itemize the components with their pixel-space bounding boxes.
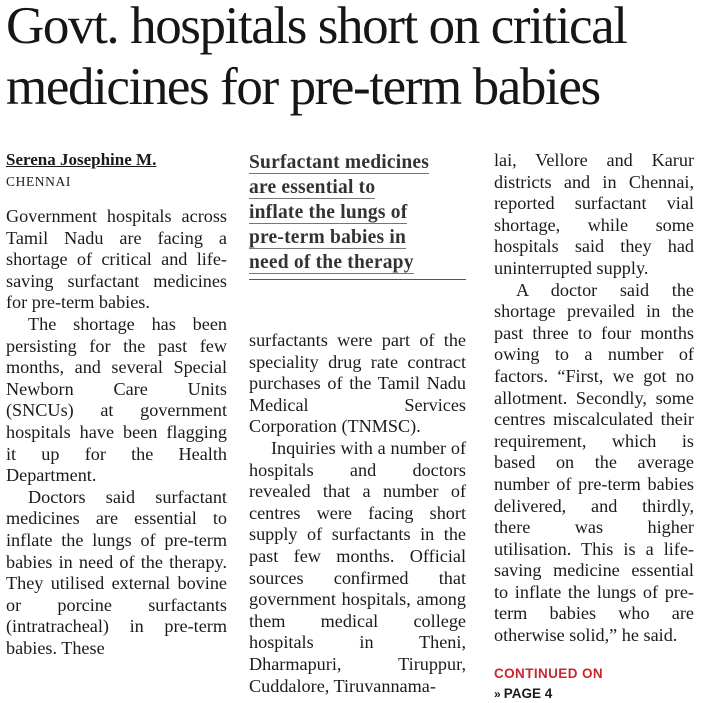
byline: Serena Josephine M. (6, 150, 157, 169)
pull-quote-line: Surfactant medicines (249, 152, 430, 173)
paragraph: Inquiries with a number of hospitals and doctors revealed that a number of centres were facing short supply of surfactants in the past few months. Official sources confirmed that government hospitals, among them medical college hospitals in Theni, Dharmapuri, Tiruppur, Cuddalore, Tiruvannama- (249, 437, 466, 696)
pull-quote (249, 150, 466, 280)
paragraph: surfactants were part of the speciality drug rate contract purchases of the Tamil Nadu Medical Services Corporation (TNMSC). (249, 330, 466, 437)
continued-label: CONTINUED ON (494, 665, 604, 681)
pull-quote-line: are essential to (249, 177, 376, 198)
pull-quote-line: need of the therapy (249, 252, 414, 273)
page-reference[interactable] (494, 685, 694, 703)
pull-quote-line: pre-term babies in (249, 227, 407, 248)
headline: Govt. hospitals short on critical medicines for pre-term babies (6, 0, 627, 116)
paragraph: lai, Vellore and Karur districts and in Chennai, reported surfactant vial shortage, while some hospitals said they had uninterrupted supply. (494, 150, 694, 278)
paragraph: The shortage has been persisting for the past few months, and several Special Newborn Care Units (SNCUs) at government hospitals have been flagging it up for the Health Department. (6, 313, 227, 486)
page-reference-label: PAGE 4 (503, 685, 553, 701)
column-2 (249, 150, 466, 697)
paragraph: Doctors said surfactant medicines are essential to inflate the lungs of pre-term babies in need of the therapy. They utilised external bovine or porcine surfactants (intratracheal) in pre-term babies. These (6, 486, 227, 658)
paragraph: Government hospitals across Tamil Nadu are facing a shortage of critical and life-saving surfactant medicines for pre-term babies. (6, 206, 227, 313)
column-3 (494, 150, 694, 703)
double-arrow-icon: » (494, 686, 501, 701)
paragraph: A doctor said the shortage prevailed in the past three to four months owing to a number of factors. “First, we got no allotment. Secondly, some centres miscalculated their requirement, which is based on the average number of pre-term babies delivered, and thirdly, there was higher utilisation. This is a life-saving medicine essential to inflate the lungs of pre-term babies who are otherwise solid,” he said. (494, 279, 694, 646)
dateline: CHENNAI (6, 174, 71, 189)
column-1 (6, 150, 227, 659)
pull-quote-line: inflate the lungs of (249, 202, 408, 223)
